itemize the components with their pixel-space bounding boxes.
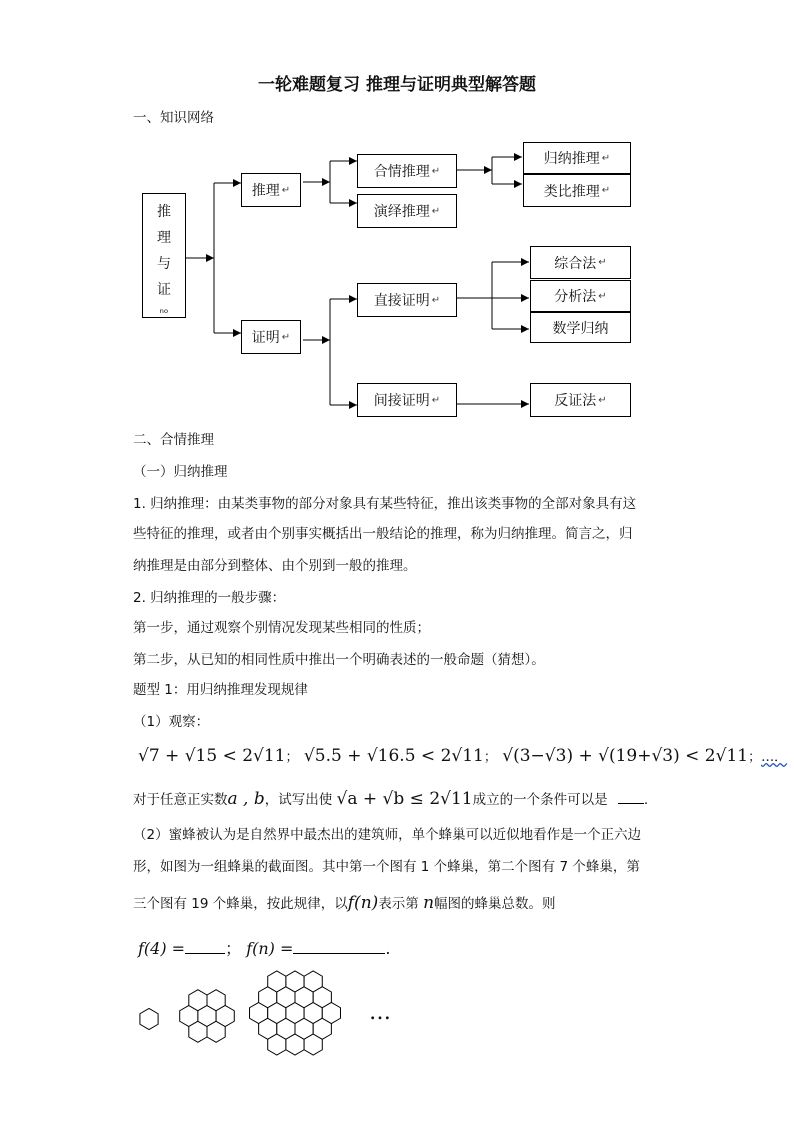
variable-n: n: [423, 893, 435, 913]
box-reasoning-label: 推理: [251, 183, 280, 199]
step-two: 第二步，从已知的相同性质中推出一个明确表述的一般命题（猜想）。: [133, 652, 545, 668]
return-mark: ↵: [601, 185, 611, 196]
return-mark: ↵: [281, 331, 291, 343]
fn-label: f(n) =: [246, 939, 294, 958]
honeycomb-cell: [322, 1003, 340, 1024]
paragraph-line: 1. 归纳推理：由某类事物的部分对象具有某些特征，推出该类事物的全部对象具有这: [133, 496, 637, 512]
prompt-text: 表示第: [378, 896, 419, 912]
ellipsis: …．: [761, 750, 788, 765]
honeycomb-figure-1: [140, 1009, 158, 1030]
return-mark: ↵: [598, 257, 607, 268]
honeycomb-cell: [140, 1009, 158, 1030]
paragraph-line: 纳推理是由部分到整体、由个别到一般的推理。: [133, 558, 417, 574]
paragraph-steps-heading: 2. 归纳推理的一般步骤：: [133, 590, 286, 606]
separator: ；: [225, 939, 242, 958]
box-deductive-reasoning-label: 演绎推理: [373, 204, 430, 220]
honeycomb-figure-3: [250, 971, 341, 1055]
period: .: [643, 792, 649, 808]
box-indirect-proof-label: 间接证明: [373, 393, 430, 409]
root-char-4: 证: [157, 281, 171, 298]
return-mark: ↵: [431, 165, 441, 177]
root-char-5: ₙₒ: [159, 302, 169, 316]
question-2-line: （2）蜜蜂被认为是自然界中最杰出的建筑师，单个蜂巢可以近似地看作是一个正六边: [133, 827, 642, 843]
prompt-text: 对于任意正实数: [133, 792, 228, 808]
separator: ；: [285, 750, 299, 765]
box-analysis-method-label: 分析法: [554, 289, 597, 305]
ellipsis: …: [369, 1000, 391, 1025]
f4-label: f(4) =: [138, 939, 186, 958]
period: .: [385, 939, 391, 958]
variables: a , b: [227, 789, 265, 809]
box-math-induction-label: 数学归纳: [552, 320, 609, 337]
prompt-text: 成立的一个条件可以是: [472, 792, 608, 808]
box-direct-proof-label: 直接证明: [373, 293, 430, 309]
subsection-inductive-reasoning: （一）归纳推理: [133, 464, 228, 480]
return-mark: ↵: [598, 290, 607, 302]
return-mark: ↵: [431, 294, 441, 306]
prompt-text: ，试写出使: [264, 792, 333, 808]
return-mark: ↵: [601, 152, 611, 164]
box-synthesis-method-label: 综合法: [554, 255, 597, 272]
section-knowledge-network: 一、知识网络: [133, 110, 214, 126]
step-one: 第一步，通过观察个别情况发现某些相同的性质；: [133, 620, 430, 636]
question-1-label: （1）观察：: [133, 714, 210, 730]
equation-3: √(3−√3) + √(19+√3) < 2√11: [502, 746, 749, 766]
question-2-line: 形，如图为一组蜂巢的截面图。其中第一个图有 1 个蜂巢，第二个图有 7 个蜂巢，第: [133, 859, 640, 875]
section-plausible-reasoning: 二、合情推理: [133, 432, 214, 448]
box-proof-by-contradiction-label: 反证法: [554, 393, 597, 409]
root-char-3: 与: [157, 255, 171, 272]
page-title: 一轮难题复习 推理与证明典型解答题: [258, 75, 536, 95]
return-mark: ↵: [598, 394, 607, 406]
root-char-2: 理: [157, 229, 171, 246]
honeycomb-cell: [216, 1006, 234, 1027]
honeycomb-figure-2: [180, 990, 235, 1043]
root-char-1: 推: [157, 203, 171, 220]
separator: ；: [483, 750, 497, 765]
box-analogical-reasoning-label: 类比推理: [543, 183, 600, 200]
inequality: √a + √b ≤ 2√11: [336, 789, 473, 809]
return-mark: ↵: [431, 394, 441, 406]
equation-1: √7 + √15 < 2√11: [138, 746, 286, 766]
function-notation: f(n): [347, 893, 379, 913]
question-type-heading: 题型 1：用归纳推理发现规律: [133, 682, 308, 698]
return-mark: ↵: [431, 205, 441, 217]
separator: ；: [748, 750, 762, 765]
prompt-text: 幅图的蜂巢总数。则: [434, 896, 556, 912]
box-inductive-reasoning-label: 归纳推理: [543, 151, 600, 167]
box-plausible-reasoning-label: 合情推理: [373, 164, 430, 180]
box-proof-label: 证明: [251, 330, 280, 346]
return-mark: ↵: [281, 184, 291, 196]
paragraph-line: 些特征的推理，或者由个别事实概括出一般结论的推理，称为归纳推理。简言之，归: [133, 526, 633, 542]
equation-2: √5.5 + √16.5 < 2√11: [303, 746, 484, 766]
prompt-text: 三个图有 19 个蜂巢，按此规律，以: [133, 896, 348, 912]
